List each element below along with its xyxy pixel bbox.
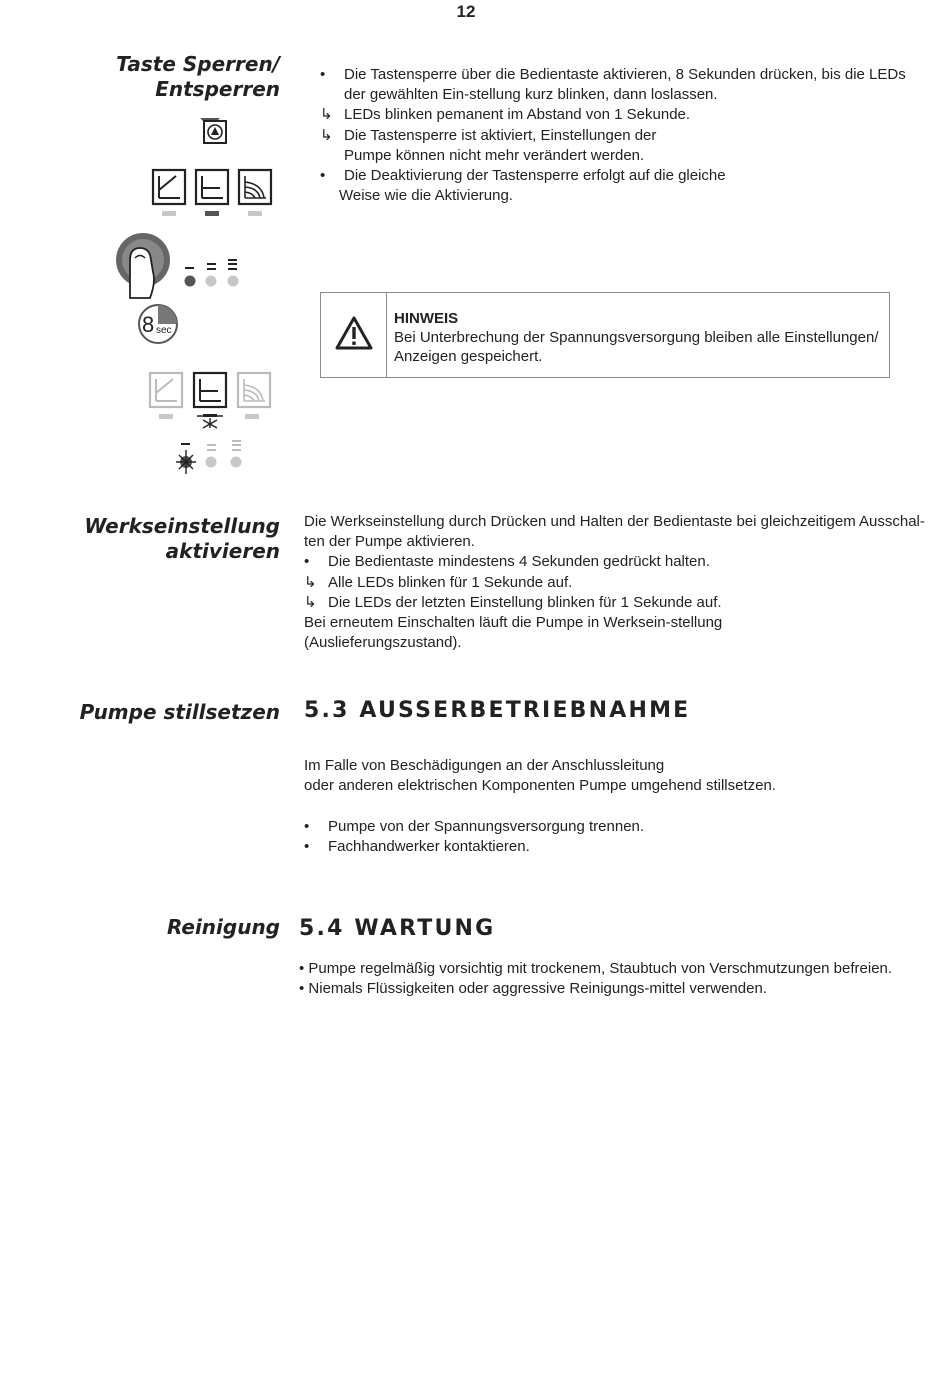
list-marker: ↳ — [320, 126, 333, 144]
notice-box — [320, 292, 890, 378]
notice-icon-cell — [321, 293, 387, 377]
list-item-text: LEDs blinken pemanent im Abstand von 1 Sekunde. — [344, 106, 691, 124]
side-title-factory-line1: Werkseinstellung — [84, 514, 280, 538]
list-item-text: Die LEDs der letzten Einstellung blinken für 1 Sekunde auf. — [328, 593, 722, 611]
keylock-instructions — [320, 65, 906, 206]
list-marker: • — [304, 818, 310, 835]
list-item-text: Die Tastensperre ist aktiviert, Einstellungen der — [344, 126, 657, 144]
list-item-text: Pumpe von der Spannungsversorgung trennen. — [328, 818, 645, 835]
notice-line: Bei Unterbrechung der Spannungsversorgung bleiben alle Einstellungen/ — [394, 329, 879, 346]
mode-icon-autoadapt-dim — [238, 373, 270, 407]
led-indicator — [162, 211, 176, 216]
mode-icon-autoadapt — [239, 170, 271, 204]
finger-press-icon — [116, 233, 170, 298]
level-indicator-high-dim — [231, 440, 242, 468]
warning-icon — [334, 315, 374, 351]
control-panel-illustration — [110, 110, 290, 480]
side-title-keylock — [80, 52, 280, 102]
list-marker: ↳ — [304, 593, 317, 611]
timer-number: 8 — [142, 312, 155, 337]
blinking-level-indicator-icon — [176, 443, 196, 474]
list-item — [320, 85, 906, 105]
led-indicator — [245, 414, 259, 419]
section-heading-shutdown: 5.3 AUSSERBETRIEBNAHME — [304, 698, 691, 723]
side-title-keylock-line1: Taste Sperren/ — [116, 52, 280, 76]
list-item — [320, 186, 906, 206]
pump-button-icon — [200, 118, 226, 143]
section-heading-maintenance: 5.4 WARTUNG — [299, 916, 496, 941]
level-indicator-mid — [206, 263, 217, 287]
list-item — [320, 126, 906, 146]
mode-icon-constant — [196, 170, 228, 204]
list-item-text: der gewählten Ein-stellung kurz blinken, dann loslassen. — [344, 86, 718, 104]
list-item-text: Die Tastensperre über die Bedientaste aktivieren, 8 Sekunden drücken, bis die LEDs — [344, 66, 906, 83]
mode-icon-proportional-dim — [150, 373, 182, 407]
page-number: 12 — [456, 2, 476, 21]
list-item-text: Pumpe können nicht mehr verändert werden. — [344, 146, 645, 164]
list-item — [304, 817, 644, 837]
led-indicator — [248, 211, 262, 216]
list-item — [320, 105, 906, 125]
side-title-factory-line2: aktivieren — [165, 539, 280, 563]
list-marker: • — [304, 553, 310, 571]
blinking-led-icon — [197, 414, 223, 428]
paragraph-line: Die Werkseinstellung durch Drücken und Halten der Bedientaste bei gleichzeitigem Ausschal- — [304, 513, 925, 530]
paragraph-line: Im Falle von Beschädigungen an der Anschlussleitung — [304, 757, 665, 774]
timer-icon — [139, 305, 177, 343]
timer-unit: sec — [156, 325, 172, 336]
list-item — [304, 837, 644, 857]
side-title-shutdown: Pumpe stillsetzen — [79, 700, 280, 724]
list-item — [304, 552, 925, 572]
list-item — [320, 166, 906, 186]
maintenance-list — [299, 959, 892, 999]
list-item — [304, 573, 925, 593]
list-item-text: Weise wie die Aktivierung. — [339, 187, 513, 205]
list-marker: • — [304, 838, 310, 856]
list-item-text: Die Deaktivierung der Tastensperre erfolgt auf die gleiche — [344, 167, 726, 185]
led-indicator — [205, 211, 219, 216]
shutdown-bullets — [304, 817, 644, 857]
list-marker: ↳ — [304, 573, 317, 591]
paragraph-line: Bei erneutem Einschalten läuft die Pumpe in Werksein-stellung — [304, 614, 723, 632]
paragraph-line: oder anderen elektrischen Komponenten Pumpe umgehend stillsetzen. — [304, 777, 776, 795]
list-item — [320, 65, 906, 85]
level-indicator-high — [228, 259, 239, 287]
notice-body — [394, 328, 884, 366]
side-title-keylock-line2: Entsperren — [155, 77, 280, 101]
list-marker: ↳ — [320, 106, 333, 124]
list-item-text: Die Bedientaste mindestens 4 Sekunden gedrückt halten. — [328, 553, 710, 571]
mode-icon-proportional — [153, 170, 185, 204]
led-indicator — [159, 414, 173, 419]
mode-icon-constant-active — [194, 373, 226, 407]
side-title-maintenance: Reinigung — [166, 915, 280, 939]
list-item: • Pumpe regelmäßig vorsichtig mit trockenem, Staubtuch von Verschmutzungen befreien. — [299, 960, 893, 977]
paragraph-line: (Auslieferungszustand). — [304, 634, 462, 652]
list-item — [304, 593, 925, 613]
paragraph-line: ten der Pumpe aktivieren. — [304, 533, 475, 551]
notice-title: HINWEIS — [394, 310, 459, 327]
side-title-factory — [60, 514, 280, 564]
list-marker: • — [320, 66, 326, 83]
level-indicator-low — [185, 267, 196, 287]
factory-instructions — [304, 512, 925, 653]
notice-line: Anzeigen gespeichert. — [394, 348, 543, 365]
shutdown-paragraph — [304, 756, 776, 796]
list-item — [320, 146, 906, 166]
list-item-text: Alle LEDs blinken für 1 Sekunde auf. — [328, 573, 573, 591]
list-item: • Niemals Flüssigkeiten oder aggressive Reinigungs-mittel verwenden. — [299, 980, 767, 998]
level-indicator-mid-dim — [206, 444, 217, 468]
list-marker: • — [320, 167, 326, 185]
list-item-text: Fachhandwerker kontaktieren. — [328, 838, 530, 856]
